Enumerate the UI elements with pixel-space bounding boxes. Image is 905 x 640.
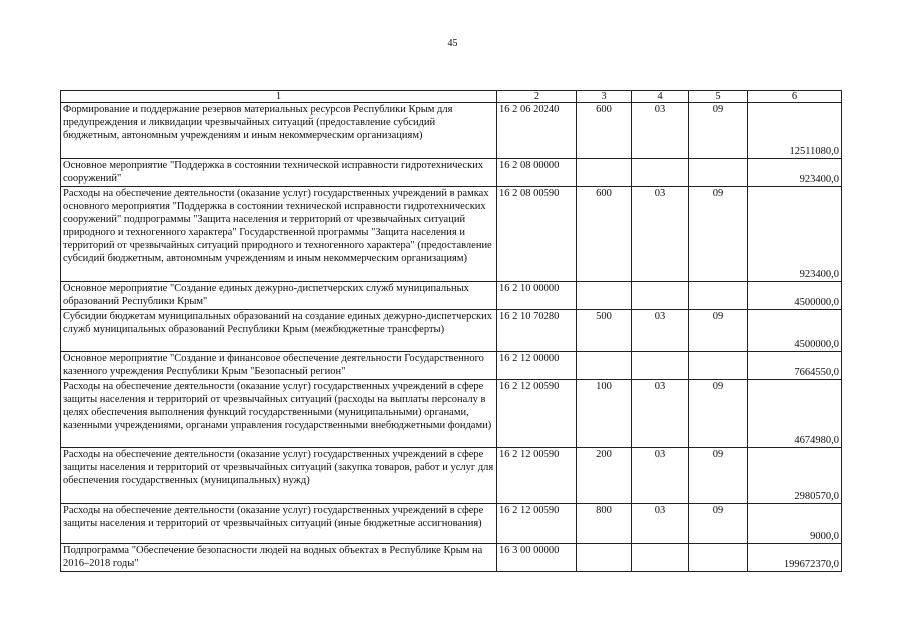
row-name: Расходы на обеспечение деятельности (оказание услуг) государственных учреждений в сфере защиты населения и территорий от чрезвычайных ситуаций (иные бюджетные ассигнования) [61,504,497,544]
row-code: 16 2 10 70280 [497,310,577,352]
page-number: 45 [447,38,458,49]
row-col-3: 600 [577,187,632,282]
row-sum: 7664550,0 [748,352,842,380]
row-col-4: 03 [632,310,689,352]
table-row [61,352,842,380]
row-code: 16 2 12 00000 [497,352,577,380]
row-name: Расходы на обеспечение деятельности (оказание услуг) государственных учреждений в рамках основного мероприятия "Поддержка в состоянии технической исправности гидротехнических сооружений" подпрограммы "Защита населения и территорий от чрезвычайных ситуаций природного и техногенного характера" Государственной программы "Защита населения и территорий от чрезвычайных ситуаций природного и техногенного характера" (предоставление субсидий бюджетным, автономным учреждениям и иным некоммерческим организациям) [61,187,497,282]
row-col-5: 09 [689,504,748,544]
row-col-5: 09 [689,310,748,352]
row-col-3 [577,544,632,572]
row-name: Основное мероприятие "Создание единых дежурно-диспетчерских служб муниципальных образований Республики Крым" [61,282,497,310]
table-row [61,380,842,448]
row-code: 16 2 06 20240 [497,103,577,159]
row-name: Расходы на обеспечение деятельности (оказание услуг) государственных учреждений в сфере защиты населения и территорий от чрезвычайных ситуаций (закупка товаров, работ и услуг для обеспечения государственных (муниципальных) нужд) [61,448,497,504]
row-sum: 923400,0 [748,159,842,187]
row-code: 16 2 12 00590 [497,504,577,544]
row-name: Основное мероприятие "Создание и финансовое обеспечение деятельности Государственного казенного учреждения Республики Крым "Безопасный регион" [61,352,497,380]
table-row [61,282,842,310]
row-col-3 [577,282,632,310]
row-code: 16 2 12 00590 [497,448,577,504]
row-sum: 9000,0 [748,504,842,544]
budget-table [60,90,842,572]
row-col-5: 09 [689,448,748,504]
row-col-5 [689,159,748,187]
row-col-5: 09 [689,380,748,448]
row-name: Субсидии бюджетам муниципальных образований на создание единых дежурно-диспетчерских служб муниципальных образований Республики Крым (межбюджетные трансферты) [61,310,497,352]
row-col-4 [632,352,689,380]
row-col-5: 09 [689,187,748,282]
row-col-4 [632,544,689,572]
table-row [61,310,842,352]
row-sum: 199672370,0 [748,544,842,572]
row-sum: 2980570,0 [748,448,842,504]
row-sum: 4500000,0 [748,282,842,310]
table-row [61,159,842,187]
row-code: 16 2 08 00000 [497,159,577,187]
row-col-4 [632,159,689,187]
row-col-5 [689,544,748,572]
row-col-4: 03 [632,380,689,448]
row-col-3: 800 [577,504,632,544]
header-col-3: 3 [577,91,632,103]
header-col-2: 2 [497,91,577,103]
row-name: Расходы на обеспечение деятельности (оказание услуг) государственных учреждений в сфере защиты населения и территорий от чрезвычайных ситуаций (расходы на выплаты персоналу в целях обеспечения выполнения функций государственными (муниципальными) органами, казенными учреждениями, органами управления государственными внебюджетными фондами) [61,380,497,448]
row-sum: 4674980,0 [748,380,842,448]
row-col-4: 03 [632,103,689,159]
row-sum: 4500000,0 [748,310,842,352]
row-code: 16 3 00 00000 [497,544,577,572]
row-col-3: 500 [577,310,632,352]
row-col-3 [577,159,632,187]
row-sum: 923400,0 [748,187,842,282]
table-row [61,504,842,544]
table-row [61,544,842,572]
table-row [61,187,842,282]
header-col-4: 4 [632,91,689,103]
row-code: 16 2 10 00000 [497,282,577,310]
row-col-5 [689,352,748,380]
table-row [61,103,842,159]
row-name: Формирование и поддержание резервов материальных ресурсов Республики Крым для предупреждения и ликвидации чрезвычайных ситуаций (предоставление субсидий бюджетным, автономным учреждениям и иным некоммерческим организациям) [61,103,497,159]
row-col-3 [577,352,632,380]
row-col-5: 09 [689,103,748,159]
row-col-3: 200 [577,448,632,504]
header-col-1: 1 [61,91,497,103]
table-row [61,448,842,504]
row-col-4: 03 [632,187,689,282]
header-col-6: 6 [748,91,842,103]
row-name: Подпрограмма "Обеспечение безопасности людей на водных объектах в Республике Крым на 2016–2018 годы" [61,544,497,572]
row-col-3: 100 [577,380,632,448]
row-sum: 12511080,0 [748,103,842,159]
row-col-4: 03 [632,504,689,544]
row-col-5 [689,282,748,310]
table-header-row [61,91,842,103]
header-col-5: 5 [689,91,748,103]
row-col-4 [632,282,689,310]
row-code: 16 2 08 00590 [497,187,577,282]
row-name: Основное мероприятие "Поддержка в состоянии технической исправности гидротехнических сооружений" [61,159,497,187]
row-code: 16 2 12 00590 [497,380,577,448]
row-col-3: 600 [577,103,632,159]
row-col-4: 03 [632,448,689,504]
